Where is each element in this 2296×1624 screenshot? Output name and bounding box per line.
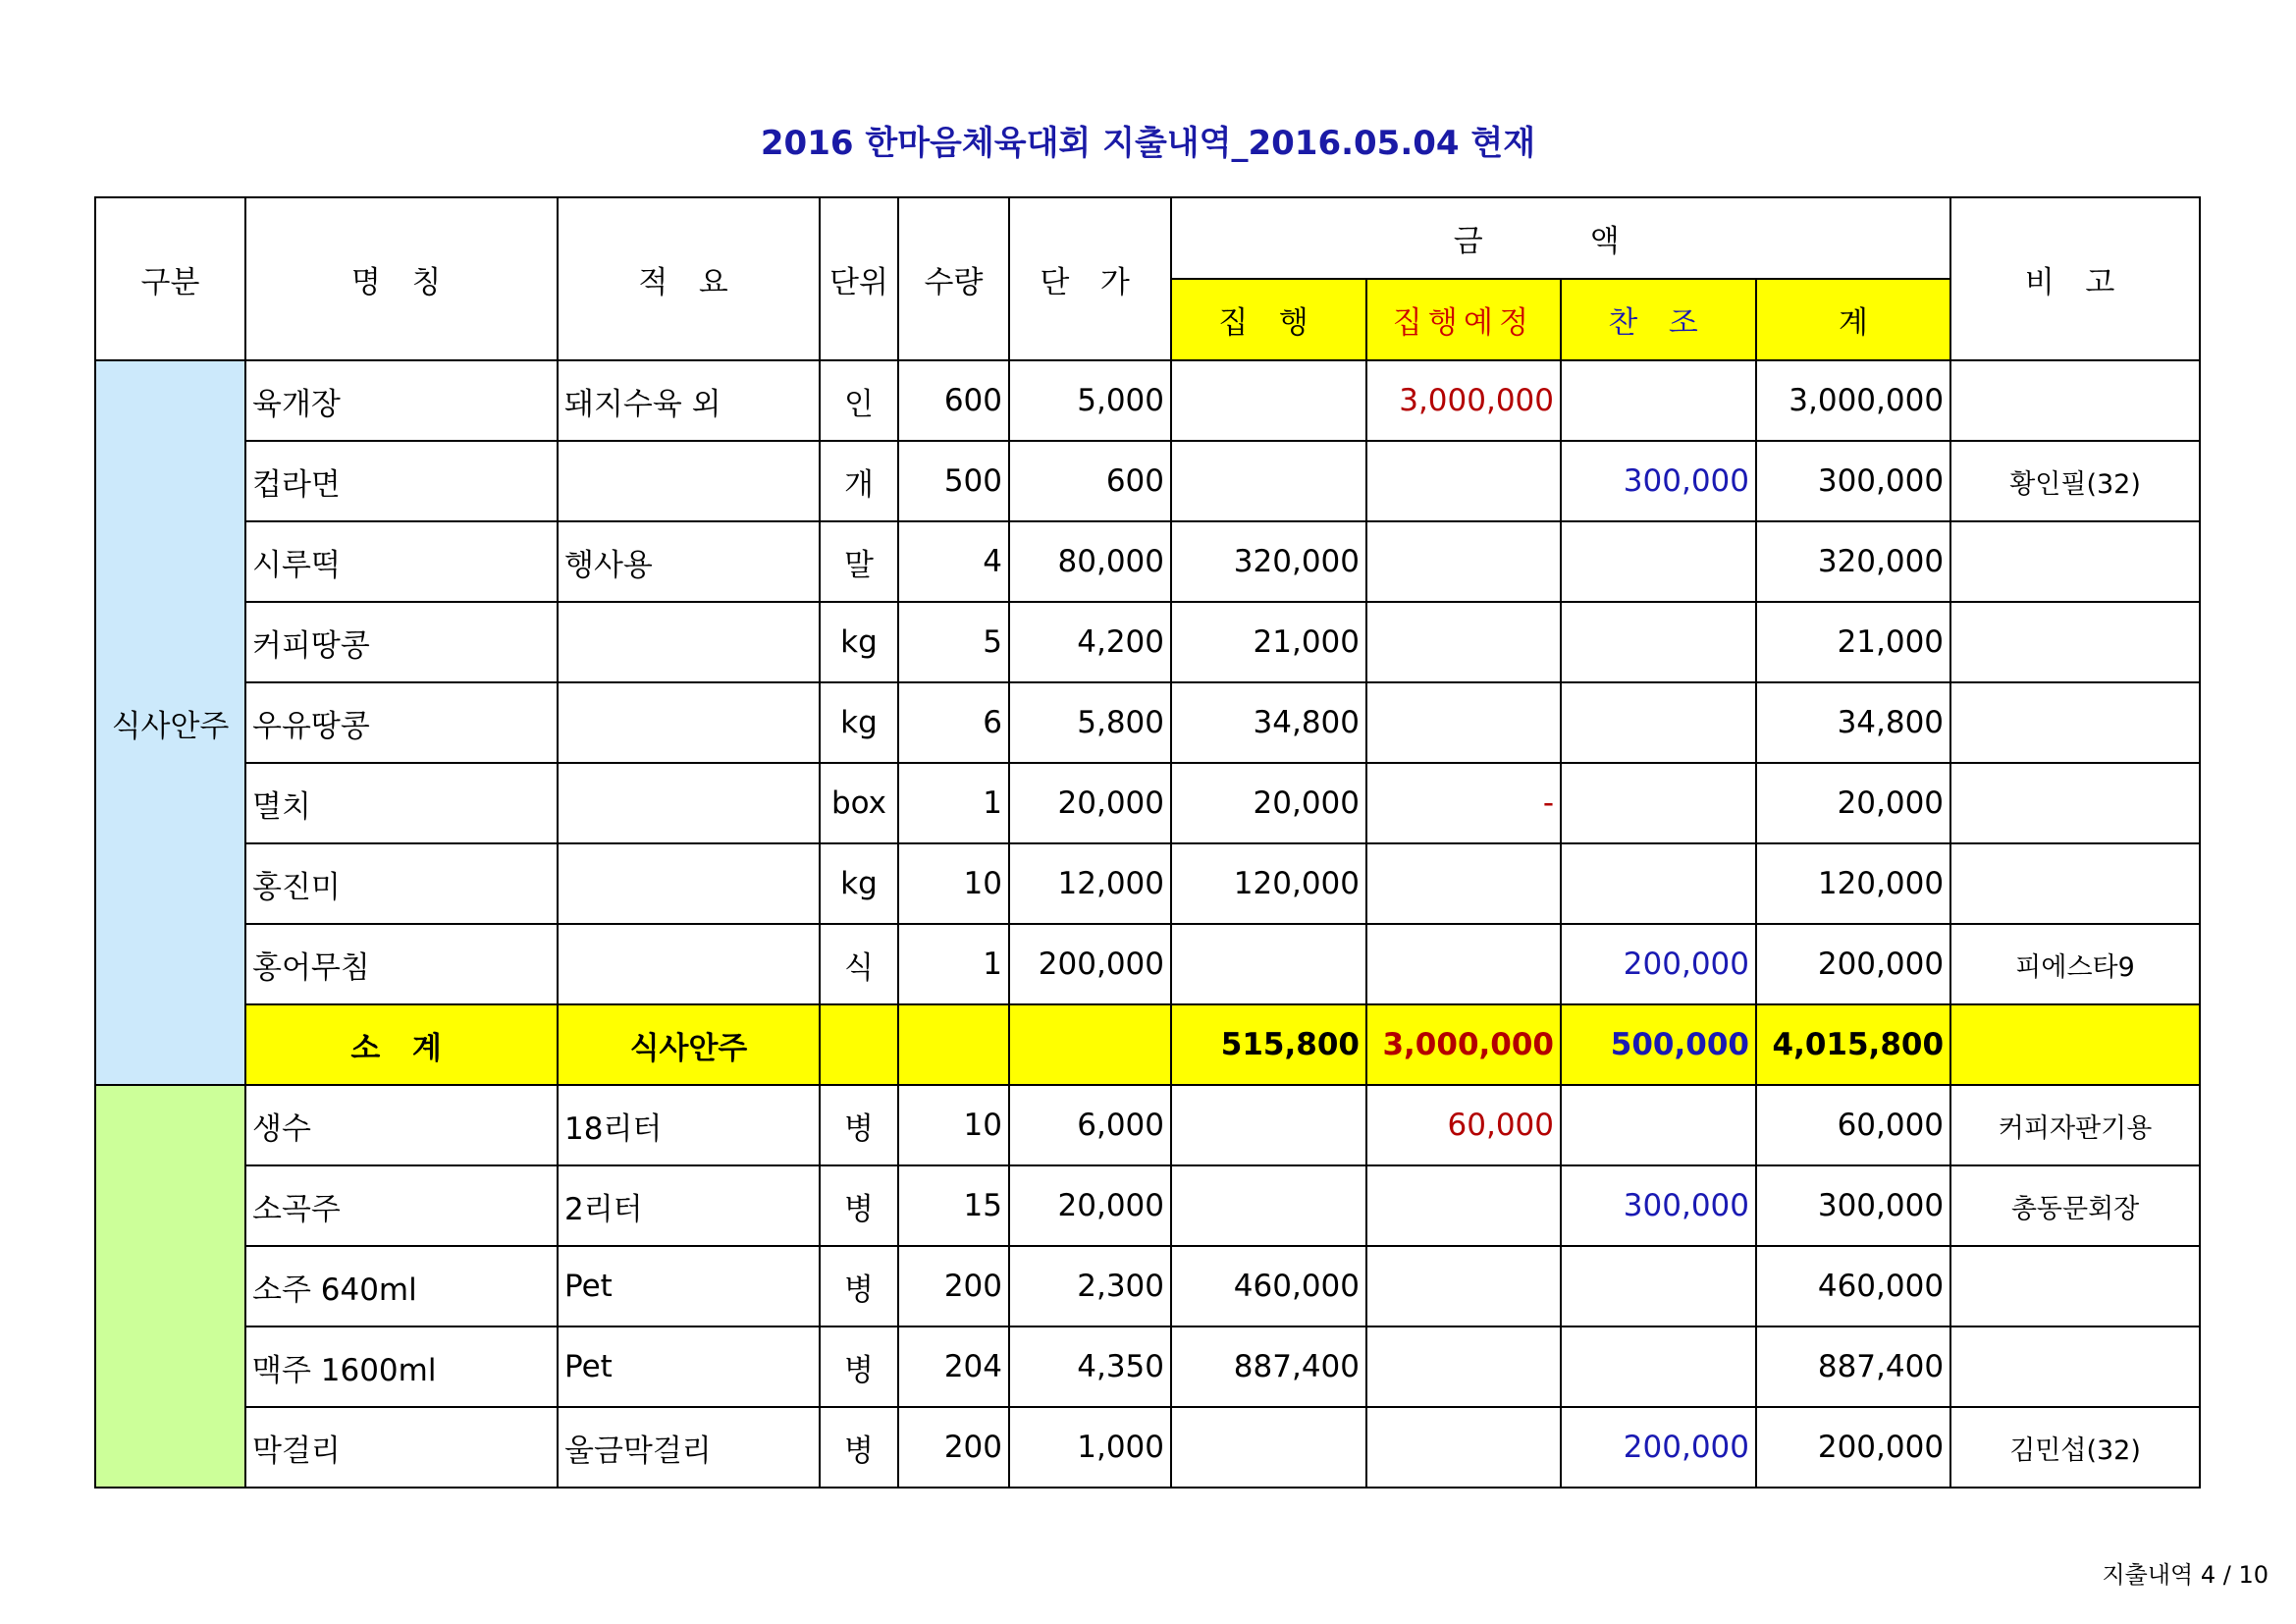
item-planned (1366, 682, 1561, 763)
header-amount-group: 금 액 (1171, 197, 1950, 279)
table-row (95, 521, 2200, 602)
item-planned: 3,000,000 (1366, 360, 1561, 441)
item-exec: 21,000 (1171, 602, 1366, 682)
item-planned (1366, 521, 1561, 602)
item-name: 맥주 1600ml (245, 1326, 558, 1407)
item-qty: 10 (898, 1085, 1009, 1165)
table-row (95, 763, 2200, 843)
item-description: 울금막걸리 (558, 1407, 820, 1488)
item-unit: kg (820, 843, 898, 924)
item-planned (1366, 1165, 1561, 1246)
item-name: 우유땅콩 (245, 682, 558, 763)
item-total: 20,000 (1756, 763, 1950, 843)
item-description: 행사용 (558, 521, 820, 602)
item-qty: 200 (898, 1246, 1009, 1326)
item-qty: 500 (898, 441, 1009, 521)
item-description (558, 843, 820, 924)
item-unit: kg (820, 602, 898, 682)
subtotal-planned: 3,000,000 (1366, 1004, 1561, 1085)
item-exec: 887,400 (1171, 1326, 1366, 1407)
item-name: 막걸리 (245, 1407, 558, 1488)
item-total: 3,000,000 (1756, 360, 1950, 441)
item-sponsor (1561, 360, 1756, 441)
item-qty: 6 (898, 682, 1009, 763)
table-row (95, 602, 2200, 682)
item-exec (1171, 441, 1366, 521)
item-unit: box (820, 763, 898, 843)
item-sponsor (1561, 1326, 1756, 1407)
table-row (95, 682, 2200, 763)
header-unit: 단위 (820, 197, 898, 360)
subtotal-remark (1950, 1004, 2200, 1085)
subtotal-qty (898, 1004, 1009, 1085)
subtotal-sponsor: 500,000 (1561, 1004, 1756, 1085)
item-sponsor (1561, 521, 1756, 602)
item-qty: 204 (898, 1326, 1009, 1407)
item-unit: 말 (820, 521, 898, 602)
item-price: 4,200 (1009, 602, 1171, 682)
item-qty: 5 (898, 602, 1009, 682)
item-name: 소주 640ml (245, 1246, 558, 1326)
item-total: 34,800 (1756, 682, 1950, 763)
header-sponsor: 찬 조 (1561, 279, 1756, 360)
item-exec: 320,000 (1171, 521, 1366, 602)
item-description (558, 763, 820, 843)
item-exec (1171, 360, 1366, 441)
subtotal-unit (820, 1004, 898, 1085)
item-remark (1950, 360, 2200, 441)
item-sponsor: 300,000 (1561, 441, 1756, 521)
item-unit: 개 (820, 441, 898, 521)
table-row (95, 924, 2200, 1004)
item-exec: 34,800 (1171, 682, 1366, 763)
item-remark (1950, 682, 2200, 763)
item-price: 20,000 (1009, 1165, 1171, 1246)
item-unit: kg (820, 682, 898, 763)
item-total: 200,000 (1756, 924, 1950, 1004)
header-description: 적 요 (558, 197, 820, 360)
item-description (558, 441, 820, 521)
item-total: 300,000 (1756, 441, 1950, 521)
header-name: 명 칭 (245, 197, 558, 360)
item-price: 80,000 (1009, 521, 1171, 602)
item-unit: 병 (820, 1326, 898, 1407)
item-remark: 총동문회장 (1950, 1165, 2200, 1246)
item-sponsor (1561, 1085, 1756, 1165)
item-name: 컵라면 (245, 441, 558, 521)
item-sponsor (1561, 763, 1756, 843)
table-row (95, 843, 2200, 924)
header-price: 단 가 (1009, 197, 1171, 360)
item-planned: 60,000 (1366, 1085, 1561, 1165)
subtotal-total: 4,015,800 (1756, 1004, 1950, 1085)
item-total: 300,000 (1756, 1165, 1950, 1246)
item-sponsor: 200,000 (1561, 924, 1756, 1004)
item-price: 200,000 (1009, 924, 1171, 1004)
item-description (558, 602, 820, 682)
item-sponsor (1561, 1246, 1756, 1326)
item-price: 2,300 (1009, 1246, 1171, 1326)
item-unit: 식 (820, 924, 898, 1004)
item-name: 홍어무침 (245, 924, 558, 1004)
subtotal-description: 식사안주 (558, 1004, 820, 1085)
item-description: 돼지수육 외 (558, 360, 820, 441)
item-remark: 황인필(32) (1950, 441, 2200, 521)
item-remark: 김민섭(32) (1950, 1407, 2200, 1488)
item-qty: 600 (898, 360, 1009, 441)
item-description: Pet (558, 1246, 820, 1326)
category-cell (95, 1085, 245, 1488)
item-exec: 460,000 (1171, 1246, 1366, 1326)
header-planned: 집행예정 (1366, 279, 1561, 360)
item-price: 20,000 (1009, 763, 1171, 843)
item-description: Pet (558, 1326, 820, 1407)
item-price: 600 (1009, 441, 1171, 521)
item-total: 21,000 (1756, 602, 1950, 682)
item-name: 육개장 (245, 360, 558, 441)
item-total: 887,400 (1756, 1326, 1950, 1407)
item-description: 18리터 (558, 1085, 820, 1165)
item-total: 120,000 (1756, 843, 1950, 924)
item-remark (1950, 843, 2200, 924)
header-exec: 집 행 (1171, 279, 1366, 360)
item-remark (1950, 1246, 2200, 1326)
item-qty: 4 (898, 521, 1009, 602)
item-exec: 20,000 (1171, 763, 1366, 843)
item-name: 소곡주 (245, 1165, 558, 1246)
item-exec (1171, 1085, 1366, 1165)
subtotal-exec: 515,800 (1171, 1004, 1366, 1085)
item-sponsor: 200,000 (1561, 1407, 1756, 1488)
header-qty: 수량 (898, 197, 1009, 360)
header-category: 구분 (95, 197, 245, 360)
item-planned (1366, 1246, 1561, 1326)
item-price: 1,000 (1009, 1407, 1171, 1488)
header-total: 계 (1756, 279, 1950, 360)
item-price: 5,000 (1009, 360, 1171, 441)
table-row (95, 1246, 2200, 1326)
category-cell: 식사안주 (95, 360, 245, 1085)
page-footer: 지출내역 4 / 10 (2102, 1561, 2269, 1589)
item-qty: 10 (898, 843, 1009, 924)
table-row (95, 1407, 2200, 1488)
subtotal-price (1009, 1004, 1171, 1085)
item-planned (1366, 924, 1561, 1004)
item-planned: - (1366, 763, 1561, 843)
item-qty: 1 (898, 924, 1009, 1004)
item-planned (1366, 602, 1561, 682)
item-sponsor (1561, 682, 1756, 763)
item-description (558, 924, 820, 1004)
item-sponsor (1561, 602, 1756, 682)
subtotal-row (95, 1004, 2200, 1085)
item-sponsor: 300,000 (1561, 1165, 1756, 1246)
table-row (95, 1085, 2200, 1165)
header-remark: 비 고 (1950, 197, 2200, 360)
item-remark (1950, 521, 2200, 602)
item-unit: 병 (820, 1085, 898, 1165)
item-unit: 병 (820, 1246, 898, 1326)
item-qty: 15 (898, 1165, 1009, 1246)
item-name: 커피땅콩 (245, 602, 558, 682)
item-description: 2리터 (558, 1165, 820, 1246)
table-row (95, 1165, 2200, 1246)
item-unit: 인 (820, 360, 898, 441)
item-planned (1366, 1407, 1561, 1488)
item-name: 시루떡 (245, 521, 558, 602)
item-remark: 커피자판기용 (1950, 1085, 2200, 1165)
item-remark: 피에스타9 (1950, 924, 2200, 1004)
item-planned (1366, 843, 1561, 924)
item-exec (1171, 1165, 1366, 1246)
header-row-1 (95, 197, 2200, 279)
item-total: 200,000 (1756, 1407, 1950, 1488)
item-price: 4,350 (1009, 1326, 1171, 1407)
item-name: 생수 (245, 1085, 558, 1165)
table-row (95, 1326, 2200, 1407)
item-name: 멸치 (245, 763, 558, 843)
item-sponsor (1561, 843, 1756, 924)
item-total: 60,000 (1756, 1085, 1950, 1165)
table-row (95, 360, 2200, 441)
document-title: 2016 한마음체육대회 지출내역_2016.05.04 현재 (760, 124, 1536, 163)
item-exec (1171, 924, 1366, 1004)
item-qty: 1 (898, 763, 1009, 843)
item-exec: 120,000 (1171, 843, 1366, 924)
item-total: 460,000 (1756, 1246, 1950, 1326)
item-remark (1950, 763, 2200, 843)
item-unit: 병 (820, 1407, 898, 1488)
item-description (558, 682, 820, 763)
item-price: 5,800 (1009, 682, 1171, 763)
subtotal-label: 소 계 (245, 1004, 558, 1085)
item-remark (1950, 1326, 2200, 1407)
item-price: 12,000 (1009, 843, 1171, 924)
item-unit: 병 (820, 1165, 898, 1246)
table-row (95, 441, 2200, 521)
item-remark (1950, 602, 2200, 682)
item-name: 홍진미 (245, 843, 558, 924)
item-planned (1366, 441, 1561, 521)
expense-table (94, 196, 2201, 1489)
item-exec (1171, 1407, 1366, 1488)
item-qty: 200 (898, 1407, 1009, 1488)
item-total: 320,000 (1756, 521, 1950, 602)
item-price: 6,000 (1009, 1085, 1171, 1165)
item-planned (1366, 1326, 1561, 1407)
